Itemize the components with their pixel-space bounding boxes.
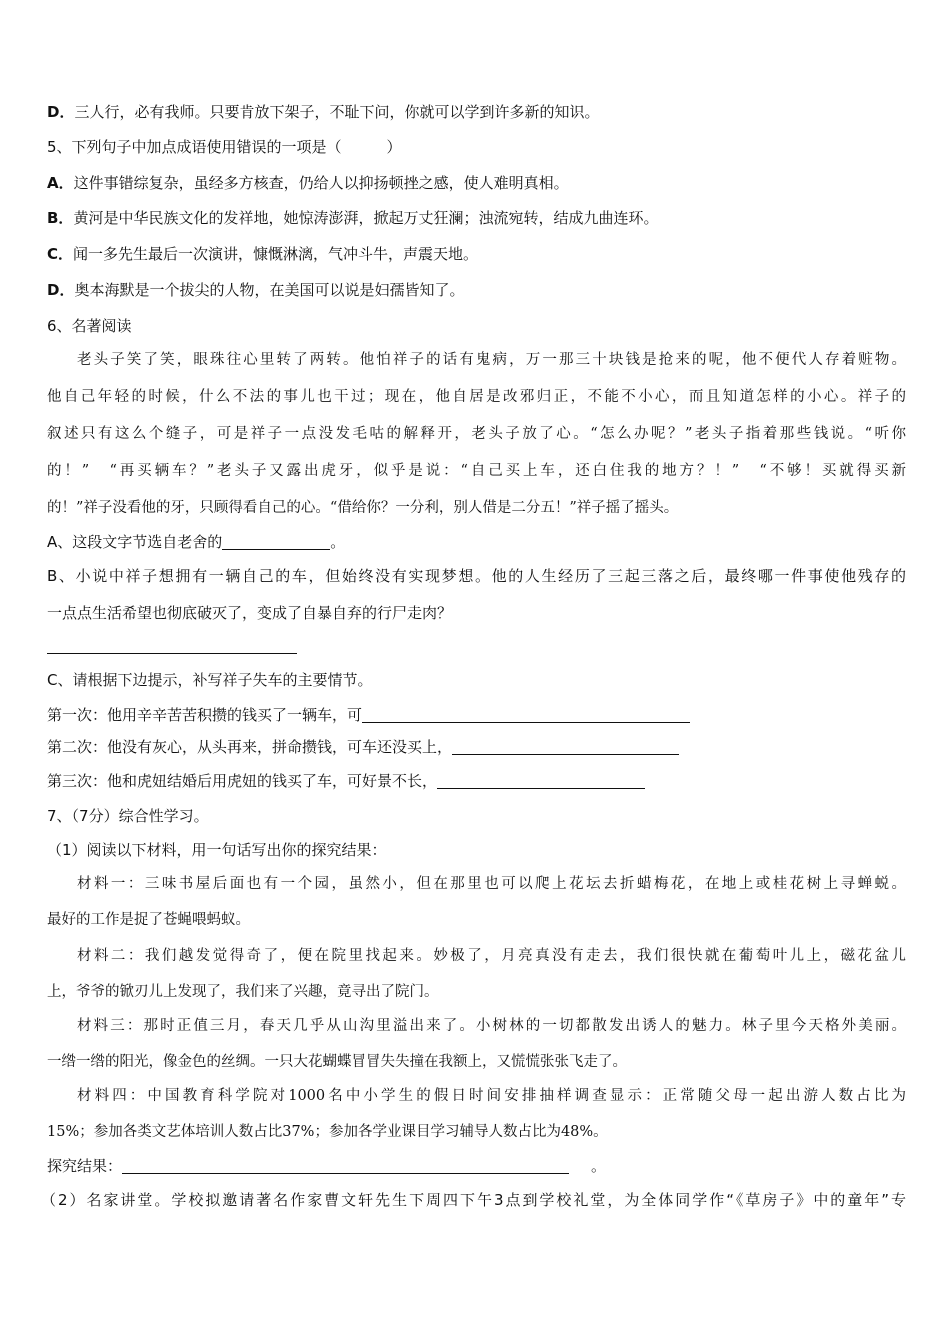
material-line: 材料三：那时正值三月，春天几乎从山沟里溢出来了。小树林的一切都散发出诱人的魅力。林子里今天格外美丽。 <box>77 1018 906 1034</box>
question-end: 。 <box>330 533 346 551</box>
result-end: 。 <box>591 1157 607 1175</box>
option-text: 黄河是中华民族文化的发祥地，她惊涛澎湃，掀起万丈狂澜；浊流宛转，结成九曲连环。 <box>73 209 659 227</box>
material-line: 最好的工作是捉了苍蝇喂蚂蚁。 <box>47 912 250 928</box>
option-label: D． <box>47 281 75 299</box>
q5-option-a <box>47 173 906 193</box>
q6-third-loss <box>47 771 906 791</box>
material-line: 材料一：三味书屋后面也有一个园，虽然小，但在那里也可以爬上花坛去折蜡梅花，在地上或桂花树上寻蝉蜕。 <box>77 876 906 892</box>
q4-option-d <box>47 102 906 122</box>
q6-question-c: C、请根据下边提示，补写祥子失车的主要情节。 <box>47 671 373 689</box>
option-text: 奥本海默是一个拔尖的人物，在美国可以说是妇孺皆知了。 <box>74 281 465 299</box>
q6-second-loss <box>47 737 906 757</box>
q6-passage-line: 的！”祥子没看他的牙，只顾得看自己的心。“借给你？一分利，别人借是二分五！”祥子摇了摇头。 <box>47 500 679 516</box>
answer-blank[interactable] <box>452 738 679 755</box>
material-line: 一绺一绺的阳光，像金色的丝绸。一只大花蝴蝶冒冒失失撞在我额上，又慌慌张张飞走了。 <box>47 1054 627 1070</box>
prompt-text: 第三次：他和虎妞结婚后用虎妞的钱买了车，可好景不长， <box>47 772 438 790</box>
q6-passage-line: 的！” “再买辆车？”老头子又露出虎牙，似乎是说：“自己买上车，还白住我的地方？！” “不够！买就得买新 <box>47 463 906 479</box>
q6-first-loss <box>47 705 906 725</box>
q5-option-b <box>47 208 906 228</box>
q6-passage-line: 老头子笑了笑，眼珠往心里转了两转。他怕祥子的话有鬼病，万一那三十块钱是抢来的呢，他不便代人存着赃物。 <box>77 352 906 368</box>
option-text: 这件事错综复杂，虽经多方核查，仍给人以抑扬顿挫之感，使人难明真相。 <box>73 174 569 192</box>
material-line: 上，爷爷的锨刃儿上发现了，我们来了兴趣，竟寻出了院门。 <box>47 984 439 1000</box>
prompt-text: 第二次：他没有灰心，从头再来，拼命攒钱，可车还没买上， <box>47 738 453 756</box>
material-line: 15%；参加各类文艺体培训人数占比37%；参加各学业课目学习辅导人数占比为48%。 <box>47 1124 608 1140</box>
q7-title: 7、（7分）综合性学习。 <box>47 807 209 825</box>
result-label: 探究结果： <box>47 1157 123 1175</box>
prompt-text: 第一次：他用辛辛苦苦积攒的钱买了一辆车，可 <box>47 706 363 724</box>
option-label: D． <box>47 103 75 121</box>
q7-result <box>47 1156 906 1176</box>
answer-blank[interactable] <box>437 772 645 789</box>
q5-option-d <box>47 280 906 300</box>
answer-blank[interactable] <box>122 1157 569 1174</box>
answer-blank[interactable] <box>222 533 330 550</box>
option-text: 闻一多先生最后一次演讲，慷慨淋漓，气冲斗牛，声震天地。 <box>73 245 479 263</box>
answer-blank[interactable] <box>362 706 690 723</box>
q7-part2: （2）名家讲堂。学校拟邀请著名作家曹文轩先生下周四下午3点到学校礼堂，为全体同学作“《草房子》中的童年”专 <box>41 1191 906 1209</box>
q5-stem: 5、下列句子中加点成语使用错误的一项是（ ） <box>47 138 402 156</box>
material-line: 材料二：我们越发觉得奇了，便在院里找起来。妙极了，月亮真没有走去，我们很快就在葡萄叶儿上，磁花盆儿 <box>77 948 906 964</box>
q6-title: 6、名著阅读 <box>47 317 132 335</box>
option-label: A． <box>47 174 74 192</box>
q6-question-b-line1: B、小说中祥子想拥有一辆自己的车，但始终没有实现梦想。他的人生经历了三起三落之后，最终哪一件事使他残存的 <box>47 567 906 585</box>
q5-option-c <box>47 244 906 264</box>
q6-question-a <box>47 532 906 552</box>
q6-passage-line: 他自己年轻的时候，什么不法的事儿也干过；现在，他自居是改邪归正，不能不小心，而且知道怎样的小心。祥子的 <box>47 389 906 405</box>
option-text: 三人行，必有我师。只要肯放下架子，不耻下问，你就可以学到许多新的知识。 <box>74 103 600 121</box>
q7-part1: （1）阅读以下材料，用一句话写出你的探究结果： <box>47 841 387 859</box>
material-line: 材料四：中国教育科学院对1000名中小学生的假日时间安排抽样调查显示：正常随父母一起出游人数占比为 <box>77 1088 906 1104</box>
option-label: B． <box>47 209 74 227</box>
q6-question-b-line2: 一点点生活希望也彻底破灭了，变成了自暴自弃的行尸走肉？ <box>47 604 453 622</box>
q6-passage-line: 叙述只有这么个缝子，可是祥子一点没发毛咕的解释开，老头子放了心。“怎么办呢？”老头子指着那些钱说。“听你 <box>47 426 906 442</box>
question-text: A、这段文字节选自老舍的 <box>47 533 223 551</box>
answer-line[interactable] <box>47 653 297 654</box>
option-label: C． <box>47 245 74 263</box>
